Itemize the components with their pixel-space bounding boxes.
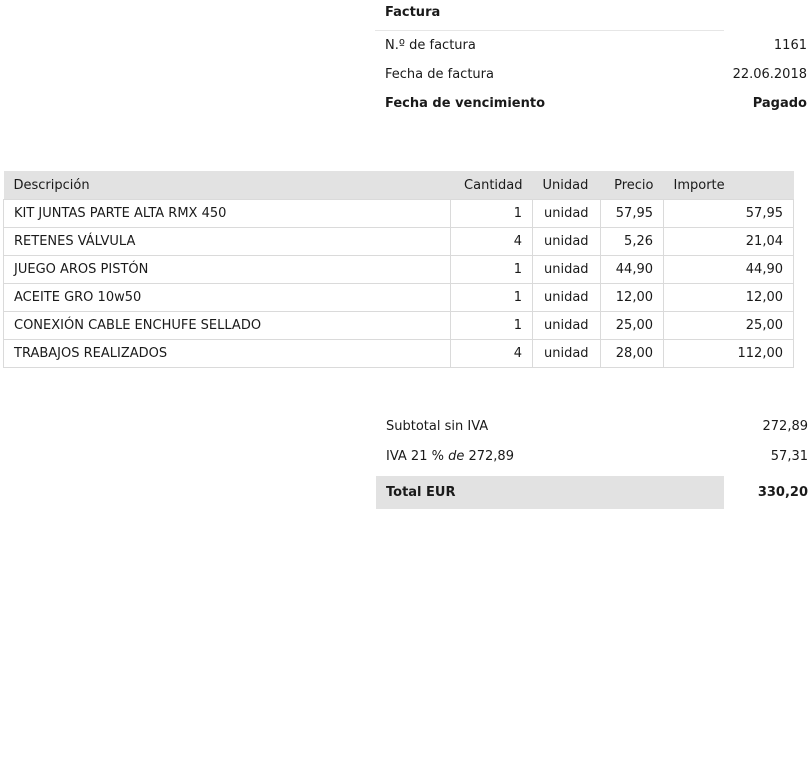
vat-value: 57,31 <box>770 449 808 464</box>
due-date-row <box>375 89 807 118</box>
table-row <box>4 256 794 284</box>
item-unit: unidad <box>533 256 601 284</box>
item-unit: unidad <box>533 200 601 228</box>
invoice-number-label: N.º de factura <box>385 38 476 53</box>
invoice-info-title: Factura <box>375 0 724 31</box>
invoice-number-row <box>375 31 807 60</box>
vat-row <box>376 442 808 472</box>
header-price: Precio <box>601 171 664 200</box>
item-price: 57,95 <box>601 200 664 228</box>
items-header-row <box>4 171 794 200</box>
header-quantity: Cantidad <box>451 171 533 200</box>
vat-label-de: de <box>448 449 465 464</box>
due-date-label: Fecha de vencimiento <box>385 96 546 111</box>
item-amount: 44,90 <box>664 256 794 284</box>
item-amount: 21,04 <box>664 228 794 256</box>
item-price: 28,00 <box>601 340 664 368</box>
item-quantity: 1 <box>451 256 533 284</box>
item-description: RETENES VÁLVULA <box>4 228 451 256</box>
total-label: Total EUR <box>386 485 456 500</box>
header-description: Descripción <box>4 171 451 200</box>
header-unit: Unidad <box>533 171 601 200</box>
vat-label-prefix: IVA 21 % <box>386 449 449 464</box>
item-quantity: 1 <box>451 312 533 340</box>
item-quantity: 1 <box>451 200 533 228</box>
header-amount: Importe <box>664 171 794 200</box>
item-description: CONEXIÓN CABLE ENCHUFE SELLADO <box>4 312 451 340</box>
item-description: TRABAJOS REALIZADOS <box>4 340 451 368</box>
subtotal-label: Subtotal sin IVA <box>386 419 489 434</box>
invoice-number-value: 1161 <box>773 38 807 53</box>
invoice-date-label: Fecha de factura <box>385 67 494 82</box>
subtotal-value: 272,89 <box>762 419 808 434</box>
item-price: 25,00 <box>601 312 664 340</box>
item-amount: 112,00 <box>664 340 794 368</box>
invoice-date-value: 22.06.2018 <box>732 67 807 82</box>
vat-label-base: 272,89 <box>464 449 514 464</box>
total-row <box>376 476 808 509</box>
item-quantity: 1 <box>451 284 533 312</box>
table-row <box>4 200 794 228</box>
item-unit: unidad <box>533 228 601 256</box>
item-description: KIT JUNTAS PARTE ALTA RMX 450 <box>4 200 451 228</box>
table-row <box>4 340 794 368</box>
totals-block <box>376 412 808 509</box>
table-row <box>4 228 794 256</box>
item-description: JUEGO AROS PISTÓN <box>4 256 451 284</box>
items-table <box>3 171 794 368</box>
subtotal-row <box>376 412 808 442</box>
item-price: 5,26 <box>601 228 664 256</box>
item-amount: 57,95 <box>664 200 794 228</box>
item-price: 44,90 <box>601 256 664 284</box>
item-quantity: 4 <box>451 228 533 256</box>
item-description: ACEITE GRO 10w50 <box>4 284 451 312</box>
invoice-date-row <box>375 60 807 89</box>
item-quantity: 4 <box>451 340 533 368</box>
item-unit: unidad <box>533 340 601 368</box>
item-price: 12,00 <box>601 284 664 312</box>
invoice-info <box>375 0 807 118</box>
table-row <box>4 312 794 340</box>
item-unit: unidad <box>533 284 601 312</box>
item-amount: 12,00 <box>664 284 794 312</box>
table-row <box>4 284 794 312</box>
item-unit: unidad <box>533 312 601 340</box>
total-value: 330,20 <box>757 485 808 500</box>
due-date-value: Pagado <box>752 96 807 111</box>
vat-label <box>386 442 514 472</box>
item-amount: 25,00 <box>664 312 794 340</box>
